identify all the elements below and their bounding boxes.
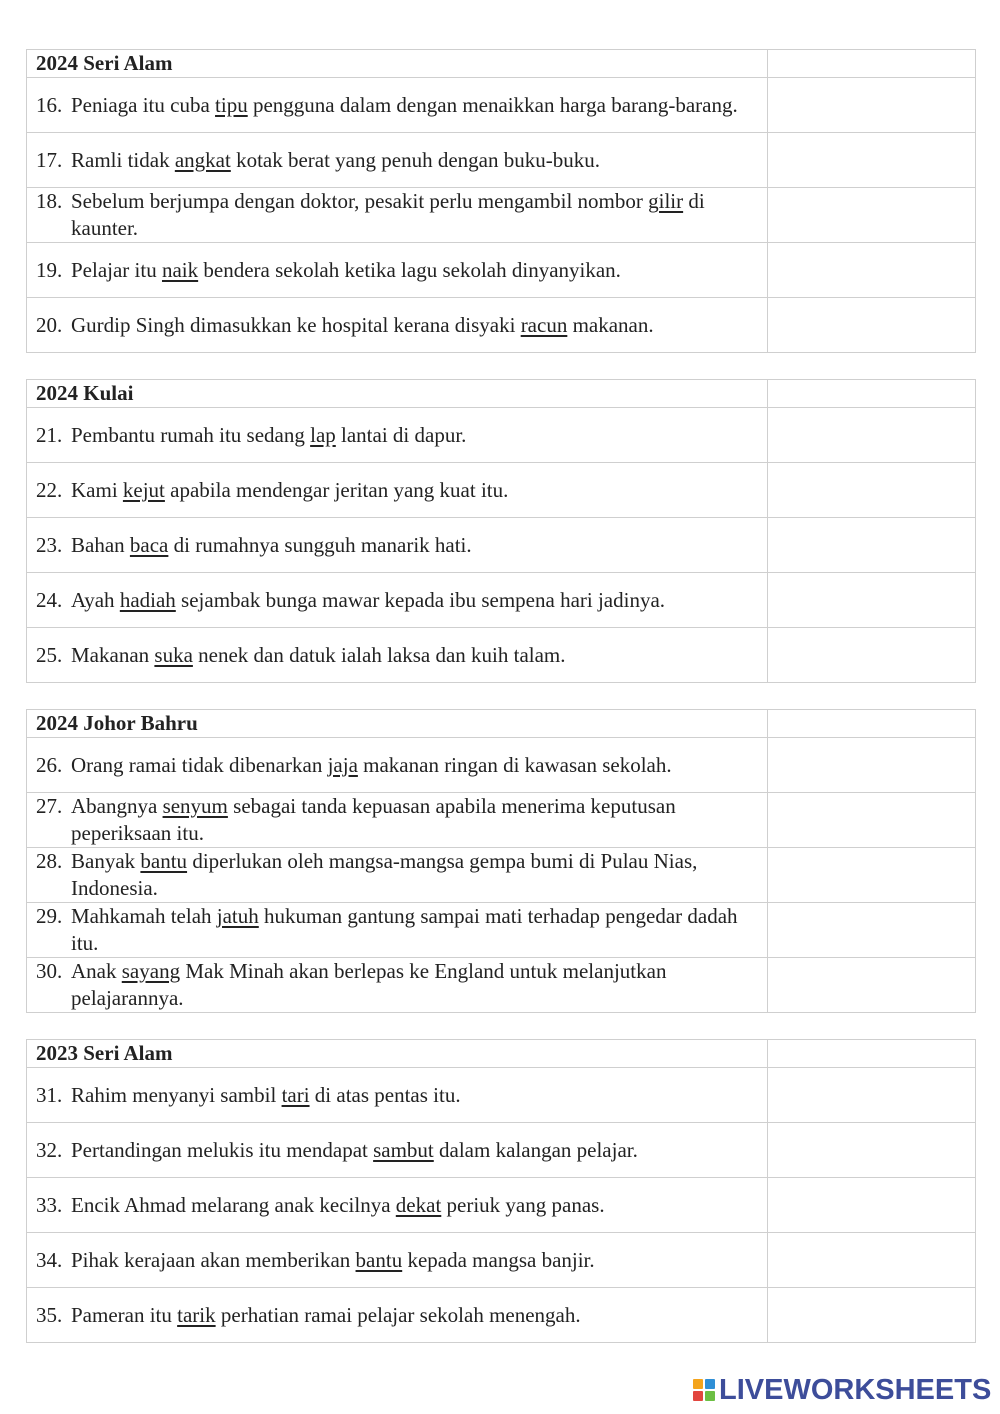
section-table-2024-johor-bahru (26, 709, 976, 1013)
question-cell (27, 573, 768, 628)
section-header: 2024 Johor Bahru (27, 710, 768, 738)
question-text: Ramli tidak angkat kotak berat yang penuh dengan buku-buku. (71, 147, 600, 172)
question-number: 20. (36, 312, 63, 337)
question-row-27 (27, 793, 976, 848)
question-cell (27, 628, 768, 683)
section-header: 2024 Seri Alam (27, 50, 768, 78)
target-word: hadiah (119, 587, 176, 612)
target-word: gilir (648, 189, 684, 213)
question-row-26 (27, 738, 976, 793)
answer-box-16[interactable] (768, 78, 976, 133)
question-cell (27, 738, 768, 793)
section-header-row (27, 380, 976, 408)
question-text: Banyak bantu diperlukan oleh mangsa-mangsa gempa bumi di Pulau Nias, Indonesia. (71, 849, 698, 900)
question-number: 35. (36, 1302, 63, 1327)
question-row-16 (27, 78, 976, 133)
question-text: Pertandingan melukis itu mendapat sambut dalam kalangan pelajar. (71, 1137, 638, 1162)
question-text: Orang ramai tidak dibenarkan jaja makanan ringan di kawasan sekolah. (71, 752, 672, 777)
question-row-22 (27, 463, 976, 518)
question-number: 29. (36, 904, 63, 928)
answer-box-18[interactable] (768, 188, 976, 243)
answer-box-35[interactable] (768, 1288, 976, 1343)
section-header: 2023 Seri Alam (27, 1040, 768, 1068)
target-word: bantu (140, 849, 188, 873)
target-word: kejut (122, 477, 165, 502)
question-cell (27, 1288, 768, 1343)
question-cell (27, 463, 768, 518)
question-cell (27, 243, 768, 298)
question-cell (27, 1178, 768, 1233)
section-header: 2024 Kulai (27, 380, 768, 408)
question-number: 27. (36, 794, 63, 818)
target-word: bantu (355, 1247, 403, 1272)
question-cell (27, 298, 768, 353)
answer-box-19[interactable] (768, 243, 976, 298)
answer-box-24[interactable] (768, 573, 976, 628)
question-cell (27, 1233, 768, 1288)
answer-box-21[interactable] (768, 408, 976, 463)
question-cell (27, 518, 768, 573)
question-row-21 (27, 408, 976, 463)
target-word: naik (161, 257, 199, 282)
target-word: dekat (395, 1192, 442, 1217)
target-word: lap (310, 422, 336, 447)
logo-mark-icon (693, 1379, 715, 1401)
target-word: suka (154, 642, 193, 667)
question-row-25 (27, 628, 976, 683)
target-word: tarik (177, 1302, 216, 1327)
question-number: 17. (36, 147, 63, 172)
section-table-2024-kulai (26, 379, 976, 683)
question-cell (27, 188, 768, 243)
question-text: Encik Ahmad melarang anak kecilnya dekat periuk yang panas. (71, 1192, 605, 1217)
question-text: Pembantu rumah itu sedang lap lantai di dapur. (71, 422, 467, 447)
answer-box-28[interactable] (768, 848, 976, 903)
question-text: Pihak kerajaan akan memberikan bantu kepada mangsa banjir. (71, 1247, 595, 1272)
question-text: Peniaga itu cuba tipu pengguna dalam dengan menaikkan harga barang-barang. (71, 92, 738, 117)
question-number: 30. (36, 959, 63, 983)
question-text: Rahim menyanyi sambil tari di atas pentas itu. (71, 1082, 461, 1107)
question-number: 34. (36, 1247, 63, 1272)
question-number: 22. (36, 477, 63, 502)
question-row-31 (27, 1068, 976, 1123)
question-row-30 (27, 958, 976, 1013)
section-header-row (27, 50, 976, 78)
question-cell (27, 133, 768, 188)
question-number: 19. (36, 257, 63, 282)
header-blank-cell (768, 1040, 976, 1068)
target-word: angkat (174, 147, 231, 172)
target-word: tipu (215, 92, 248, 117)
question-cell (27, 1123, 768, 1178)
question-number: 18. (36, 189, 63, 213)
target-word: sambut (373, 1137, 434, 1162)
answer-box-27[interactable] (768, 793, 976, 848)
question-row-18 (27, 188, 976, 243)
target-word: senyum (162, 794, 228, 818)
question-row-24 (27, 573, 976, 628)
answer-box-23[interactable] (768, 518, 976, 573)
answer-box-20[interactable] (768, 298, 976, 353)
question-row-17 (27, 133, 976, 188)
answer-box-26[interactable] (768, 738, 976, 793)
target-word: tari (281, 1082, 310, 1107)
answer-box-17[interactable] (768, 133, 976, 188)
question-row-34 (27, 1233, 976, 1288)
question-number: 24. (36, 587, 63, 612)
question-text: Abangnya senyum sebagai tanda kepuasan apabila menerima keputusan peperiksaan itu. (71, 794, 676, 845)
answer-box-33[interactable] (768, 1178, 976, 1233)
question-text: Gurdip Singh dimasukkan ke hospital kerana disyaki racun makanan. (71, 312, 654, 337)
section-table-2023-seri-alam (26, 1039, 976, 1343)
question-cell (27, 848, 768, 903)
question-row-19 (27, 243, 976, 298)
question-row-35 (27, 1288, 976, 1343)
question-text: Mahkamah telah jatuh hukuman gantung sampai mati terhadap pengedar dadah itu. (71, 904, 738, 955)
target-word: baca (129, 532, 169, 557)
header-blank-cell (768, 380, 976, 408)
question-number: 23. (36, 532, 63, 557)
question-text: Ayah hadiah sejambak bunga mawar kepada ibu sempena hari jadinya. (71, 587, 666, 612)
question-row-29 (27, 903, 976, 958)
question-row-23 (27, 518, 976, 573)
target-word: jatuh (216, 904, 259, 928)
question-row-28 (27, 848, 976, 903)
question-text: Sebelum berjumpa dengan doktor, pesakit perlu mengambil nombor gilir di kaunter. (71, 189, 705, 240)
question-cell (27, 793, 768, 848)
target-word: sayang (121, 959, 181, 983)
question-number: 32. (36, 1137, 63, 1162)
question-row-32 (27, 1123, 976, 1178)
question-text: Bahan baca di rumahnya sungguh manarik hati. (71, 532, 472, 557)
question-number: 26. (36, 752, 63, 777)
header-blank-cell (768, 50, 976, 78)
section-table-2024-seri-alam (26, 49, 976, 353)
question-text: Kami kejut apabila mendengar jeritan yang kuat itu. (71, 477, 509, 502)
question-cell (27, 1068, 768, 1123)
question-number: 16. (36, 92, 63, 117)
question-text: Pelajar itu naik bendera sekolah ketika lagu sekolah dinyanyikan. (71, 257, 621, 282)
question-cell (27, 903, 768, 958)
answer-box-31[interactable] (768, 1068, 976, 1123)
question-text: Anak sayang Mak Minah akan berlepas ke England untuk melanjutkan pelajarannya. (71, 959, 667, 1010)
answer-box-32[interactable] (768, 1123, 976, 1178)
answer-box-30[interactable] (768, 958, 976, 1013)
target-word: racun (520, 312, 568, 337)
liveworksheets-logo[interactable] (693, 1375, 991, 1405)
question-number: 33. (36, 1192, 63, 1217)
question-text: Pameran itu tarik perhatian ramai pelajar sekolah menengah. (71, 1302, 581, 1327)
question-cell (27, 408, 768, 463)
question-cell (27, 78, 768, 133)
question-number: 31. (36, 1082, 63, 1107)
section-header-row (27, 710, 976, 738)
answer-box-25[interactable] (768, 628, 976, 683)
question-row-33 (27, 1178, 976, 1233)
target-word: jaja (327, 752, 358, 777)
question-cell (27, 958, 768, 1013)
question-row-20 (27, 298, 976, 353)
answer-box-22[interactable] (768, 463, 976, 518)
logo-text: LIVEWORKSHEETS (719, 1373, 992, 1406)
question-number: 21. (36, 422, 63, 447)
question-text: Makanan suka nenek dan datuk ialah laksa dan kuih talam. (71, 642, 566, 667)
answer-box-29[interactable] (768, 903, 976, 958)
header-blank-cell (768, 710, 976, 738)
question-number: 25. (36, 642, 63, 667)
section-header-row (27, 1040, 976, 1068)
question-number: 28. (36, 849, 63, 873)
answer-box-34[interactable] (768, 1233, 976, 1288)
